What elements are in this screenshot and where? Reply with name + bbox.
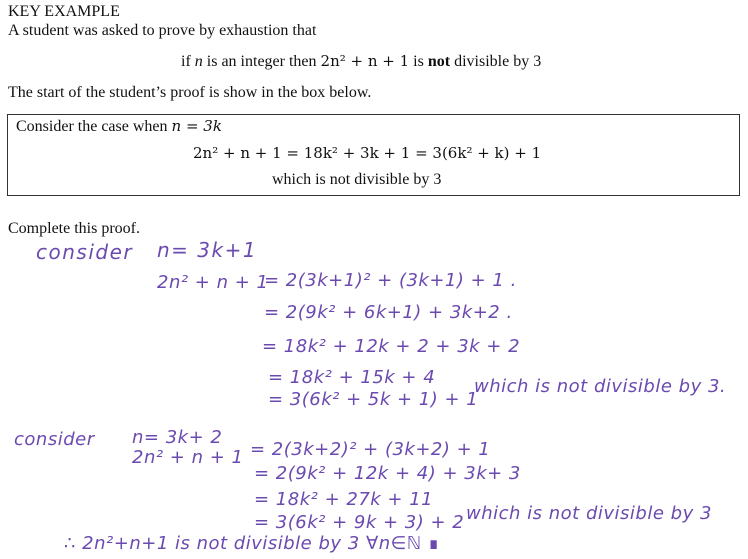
- statement-expr: 2n² + n + 1: [320, 52, 410, 70]
- hw-case1-line: = 3(6k² + 5k + 1) + 1: [268, 389, 479, 410]
- hw-conclusion: ∴ 2n²+n+1 is not divisible by 3 ∀n∈ℕ ∎: [64, 533, 440, 554]
- box-intro-text: The start of the student’s proof is show in the box below.: [8, 84, 372, 101]
- proof-case: [16, 117, 222, 136]
- heading: KEY EXAMPLE: [8, 3, 120, 20]
- statement-mid: is an integer then: [202, 53, 321, 70]
- proof-conclusion: which is not divisible by 3: [272, 171, 442, 188]
- hw-case2-note: which is not divisible by 3: [466, 503, 712, 524]
- task-text: Complete this proof.: [8, 220, 140, 237]
- hw-case2-line: = 3(6k² + 9k + 3) + 2: [254, 512, 465, 533]
- hw-case1-line: = 2(9k² + 6k+1) + 3k+2 .: [264, 302, 513, 323]
- proof-case-label: Consider the case when: [16, 118, 172, 135]
- hw-case1-note: which is not divisible by 3.: [474, 376, 727, 397]
- hw-case2-line: = 2(9k² + 12k + 4) + 3k+ 3: [254, 463, 521, 484]
- hw-case2-lhs: 2n² + n + 1: [132, 447, 244, 468]
- hw-case1-case: n= 3k+1: [157, 238, 258, 262]
- statement-is: is: [409, 53, 428, 70]
- proof-case-expr: n = 3k: [171, 117, 222, 135]
- hw-case2-line: = 18k² + 27k + 11: [254, 489, 434, 510]
- proof-equation: 2n² + n + 1 = 18k² + 3k + 1 = 3(6k² + k) + 1: [193, 144, 542, 162]
- statement-prefix: if: [181, 53, 195, 70]
- statement: [181, 52, 541, 71]
- intro-text: A student was asked to prove by exhaustion that: [8, 22, 317, 39]
- hw-case1-line: = 2(3k+1)² + (3k+1) + 1 .: [264, 270, 517, 291]
- hw-case2-label: consider: [14, 429, 95, 450]
- hw-case2-line: = 2(3k+2)² + (3k+2) + 1: [250, 439, 491, 460]
- hw-case1-label: consider: [36, 240, 134, 264]
- statement-var: n: [194, 53, 203, 70]
- hw-case1-lhs: 2n² + n + 1: [157, 272, 269, 293]
- hw-case1-line: = 18k² + 12k + 2 + 3k + 2: [262, 336, 521, 357]
- hw-case2-case: n= 3k+ 2: [132, 427, 223, 448]
- hw-case1-line: = 18k² + 15k + 4: [268, 367, 436, 388]
- statement-not: not: [427, 53, 451, 70]
- statement-suffix: divisible by 3: [450, 53, 542, 70]
